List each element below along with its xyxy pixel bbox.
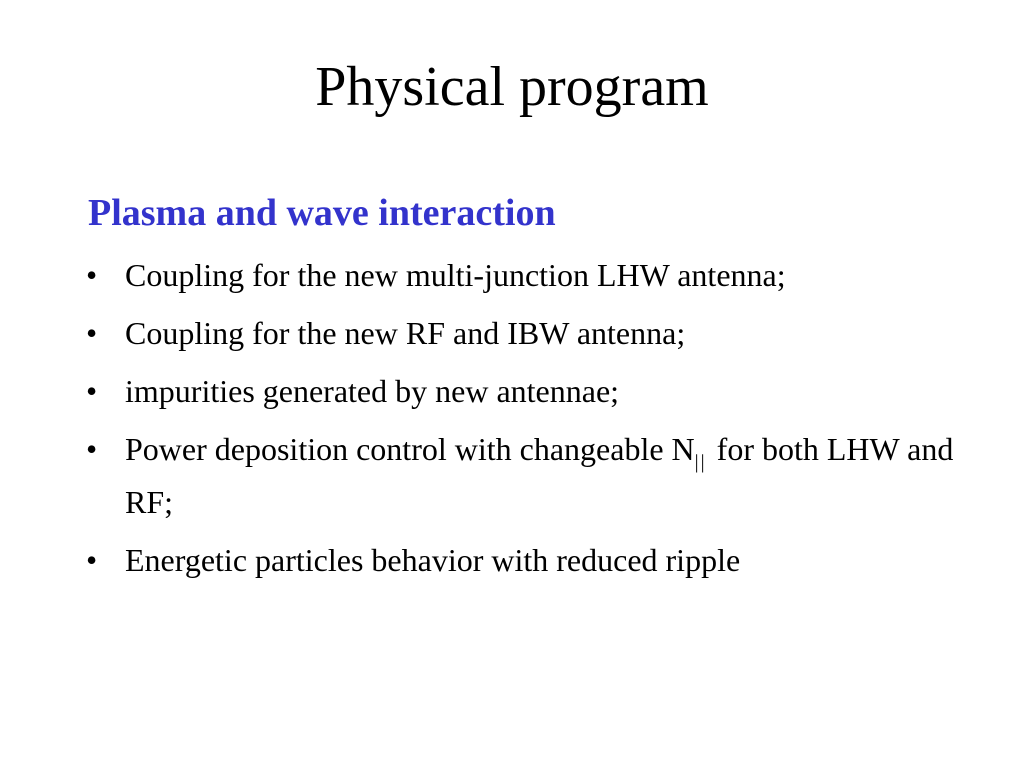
bullet-item-impurities [84,367,984,415]
bullet-item-energetic-particles [84,536,984,584]
bullet-icon: • [86,431,98,467]
bullet-list [84,251,984,594]
bullet-icon: • [86,315,98,351]
bullet-text: impurities generated by new antennae; [125,373,620,409]
bullet-icon: • [86,542,98,578]
bullet-item-power-deposition [84,425,984,526]
slide-title: Physical program [315,56,709,118]
bullet-text: Coupling for the new multi-junction LHW antenna; [125,257,786,293]
bullet-text: Coupling for the new RF and IBW antenna; [125,315,686,351]
parallel-subscript: || [694,451,707,473]
bullet-item-coupling-lhw [84,251,984,299]
bullet-icon: • [86,257,98,293]
section-heading: Plasma and wave interaction [88,192,556,234]
bullet-text: Energetic particles behavior with reduced ripple [125,542,741,578]
bullet-text: Power deposition control with changeable N [125,431,695,467]
bullet-text-continued: for both LHW and RF; [125,431,954,520]
bullet-item-coupling-rf-ibw [84,309,984,357]
bullet-icon: • [86,373,98,409]
